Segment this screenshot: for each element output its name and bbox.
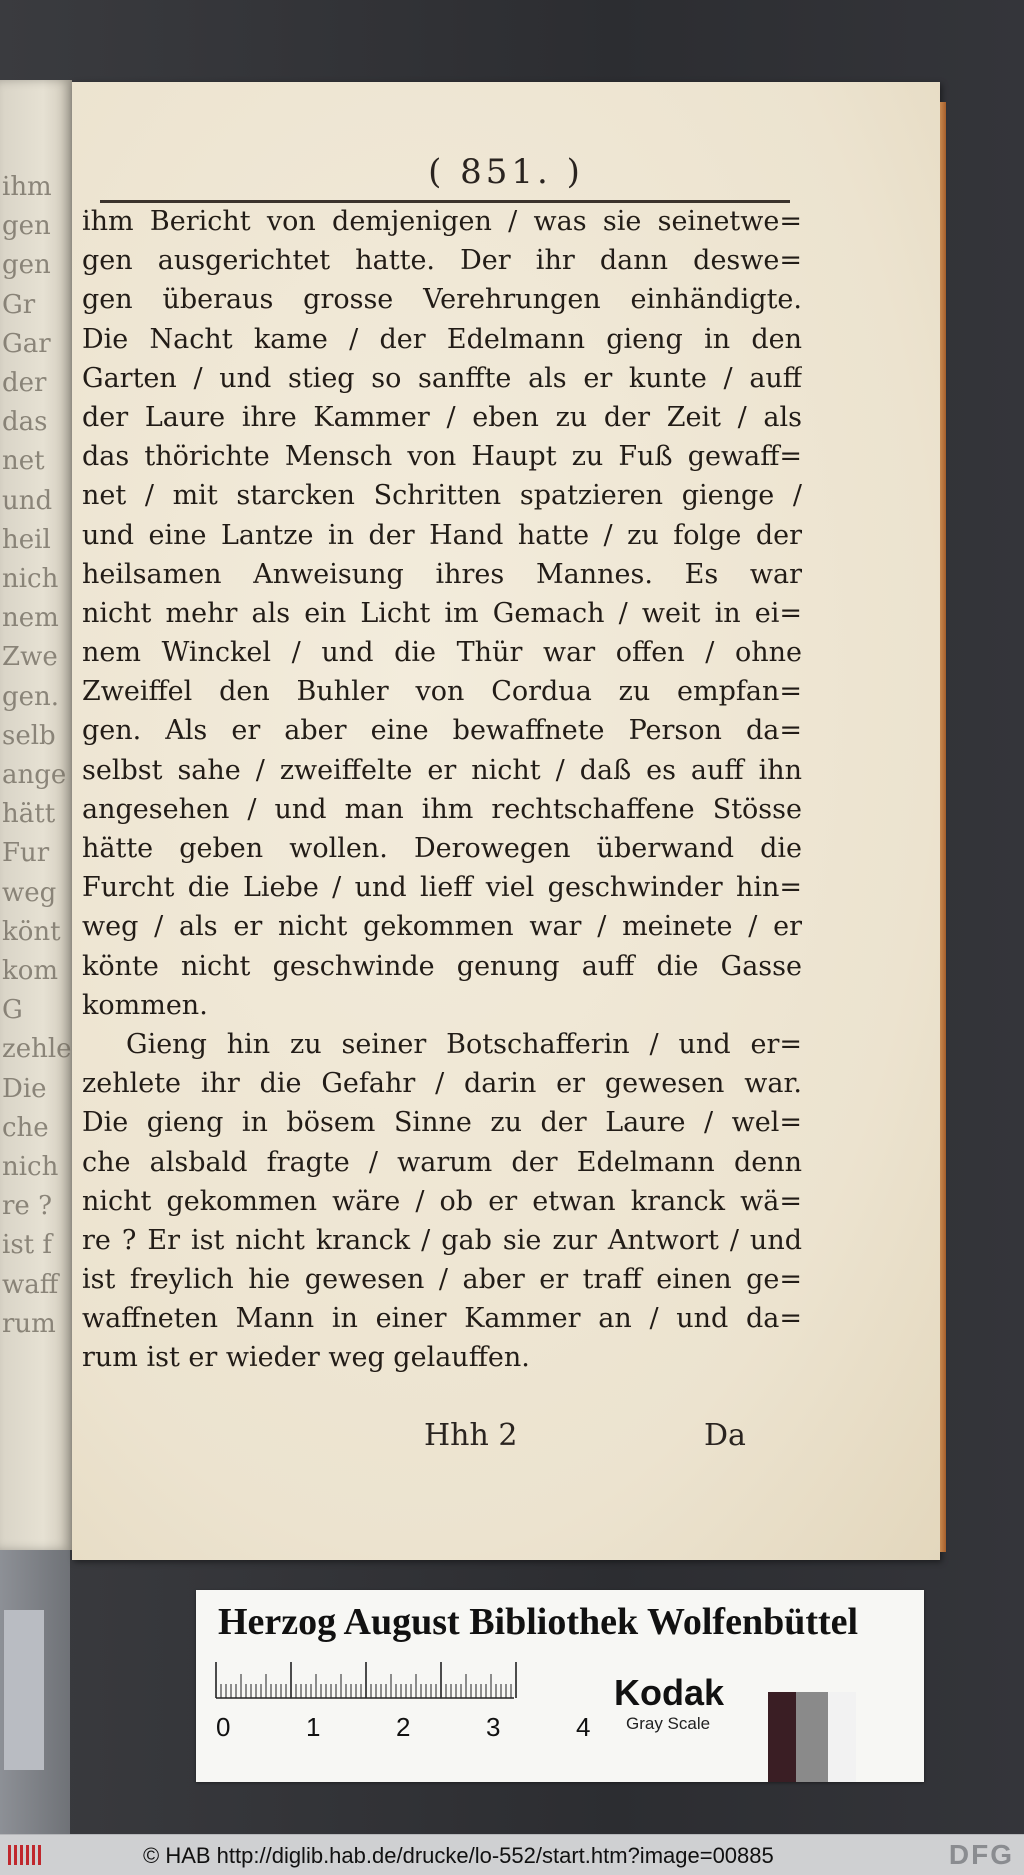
scanner-tab bbox=[4, 1610, 44, 1770]
text-line: gen. Als er aber eine bewaffnete Person da= bbox=[82, 715, 802, 747]
page-edge bbox=[940, 102, 946, 1552]
text-line: weg / als er nicht gekommen war / meinete / er bbox=[82, 911, 802, 943]
text-line: re ? Er ist nicht kranck / gab sie zur Antwort / und bbox=[82, 1224, 802, 1256]
prev-page-fragment: weg bbox=[2, 877, 57, 908]
text-line: zehlete ihr die Gefahr / darin er gewesen war. bbox=[82, 1068, 802, 1100]
text-line: Furcht die Liebe / und lieff viel geschwinder hin= bbox=[82, 872, 802, 904]
text-line: Zweiffel den Buhler von Cordua zu empfan= bbox=[82, 676, 802, 708]
prev-page-fragment: zehle bbox=[2, 1034, 72, 1065]
text-line: gen überaus grosse Verehrungen einhändigte. bbox=[82, 284, 802, 316]
previous-page-edge bbox=[0, 80, 72, 1550]
prev-page-fragment: heil bbox=[2, 524, 51, 555]
text-line: nicht mehr als ein Licht im Gemach / weit in ei= bbox=[82, 597, 802, 629]
prev-page-fragment: nich bbox=[2, 1152, 59, 1182]
text-line: ist freylich hie gewesen / aber er traff einen ge= bbox=[82, 1264, 802, 1296]
text-line: könte nicht geschwinde genung auff die Gasse bbox=[82, 950, 802, 982]
text-line: angesehen / und man ihm rechtschaffene Stösse bbox=[82, 793, 802, 825]
ruler-number: 3 bbox=[486, 1712, 501, 1742]
text-line: ihm Bericht von demjenigen / was sie seinetwe= bbox=[82, 206, 802, 237]
prev-page-fragment: gen bbox=[2, 250, 51, 281]
prev-page-fragment: könt bbox=[2, 916, 61, 947]
prev-page-fragment: gen bbox=[2, 211, 51, 242]
prev-page-fragment: Gar bbox=[2, 328, 51, 359]
text-line: der Laure ihre Kammer / eben zu der Zeit / als bbox=[82, 401, 802, 433]
ruler-number: 1 bbox=[306, 1712, 321, 1742]
prev-page-fragment: Gr bbox=[2, 289, 36, 320]
scanner-strip bbox=[0, 1550, 70, 1834]
text-line: Garten / und stieg so sanffte als er kunte / auff bbox=[82, 362, 802, 394]
ruler-number: 2 bbox=[396, 1712, 411, 1742]
text-line: das thörichte Mensch von Haupt zu Fuß gewaff= bbox=[82, 441, 802, 473]
prev-page-fragment: Fur bbox=[2, 838, 50, 869]
color-chart-card bbox=[196, 1590, 924, 1782]
prev-page-fragment: nem bbox=[2, 603, 59, 634]
prev-page-fragment: ange bbox=[2, 760, 67, 790]
prev-page-fragment: Zwe bbox=[2, 642, 58, 673]
text-line: selbst sahe / zweiffelte er nicht / daß es auff ihn bbox=[82, 754, 802, 786]
prev-page-fragment: net bbox=[2, 446, 45, 477]
prev-page-fragment: rum bbox=[2, 1308, 56, 1339]
text-line: Gieng hin zu seiner Botschafferin / und er= bbox=[126, 1028, 802, 1060]
prev-page-fragment: ist f bbox=[2, 1230, 52, 1261]
text-line: und eine Lantze in der Hand hatte / zu folge der bbox=[82, 519, 802, 551]
swatch-light bbox=[828, 1692, 856, 1782]
kodak-brand: Kodak bbox=[614, 1672, 725, 1713]
prev-page-fragment: Die bbox=[2, 1073, 47, 1104]
text-line: kommen. bbox=[82, 989, 208, 1021]
prev-page-fragment: nich bbox=[2, 564, 59, 594]
swatch-dark bbox=[768, 1692, 796, 1782]
text-line: nem Winckel / und die Thür war offen / ohne bbox=[82, 637, 802, 669]
prev-page-fragment: re ? bbox=[2, 1191, 53, 1222]
library-name: Herzog August Bibliothek Wolfenbüttel bbox=[218, 1601, 859, 1643]
page-body bbox=[82, 202, 802, 1378]
prev-page-fragment: das bbox=[2, 407, 48, 438]
scale-ruler bbox=[214, 1662, 594, 1772]
text-line: net / mit starcken Schritten spatzieren gienge / bbox=[82, 480, 802, 512]
text-line: rum ist er wieder weg gelauffen. bbox=[82, 1342, 530, 1374]
prev-page-fragment: hätt bbox=[2, 799, 56, 830]
ruler-number: 0 bbox=[216, 1712, 231, 1742]
prev-page-fragment: gen. bbox=[2, 681, 60, 712]
text-line: gen ausgerichtet hatte. Der ihr dann deswe= bbox=[82, 245, 802, 277]
prev-page-fragment: der bbox=[2, 368, 47, 398]
book-page bbox=[72, 82, 940, 1560]
catchword: Da bbox=[704, 1418, 746, 1453]
prev-page-fragment: selb bbox=[2, 720, 56, 751]
dfg-logo: DFG bbox=[948, 1839, 1014, 1870]
footer-bar bbox=[0, 1834, 1024, 1875]
prev-page-fragment: che bbox=[2, 1112, 49, 1143]
signature-mark: Hhh 2 bbox=[424, 1418, 518, 1453]
prev-page-fragment: und bbox=[2, 485, 53, 516]
prev-page-fragment: G bbox=[2, 995, 23, 1026]
prev-page-fragment: kom bbox=[2, 956, 59, 986]
text-line: che alsbald fragte / warum der Edelmann denn bbox=[82, 1146, 802, 1178]
hab-logo-icon bbox=[6, 1843, 46, 1867]
text-line: hätte geben wollen. Derowegen überwand die bbox=[82, 833, 802, 864]
text-line: Die Nacht kame / der Edelmann gieng in den bbox=[82, 323, 802, 355]
copyright-url: © HAB http://diglib.hab.de/drucke/lo-552/start.htm?image=00885 bbox=[143, 1843, 774, 1868]
swatch-mid bbox=[796, 1692, 828, 1782]
text-line: heilsamen Anweisung ihres Mannes. Es war bbox=[82, 558, 802, 590]
text-line: Die gieng in bösem Sinne zu der Laure / wel= bbox=[82, 1107, 802, 1139]
text-line: nicht gekommen wäre / ob er etwan kranck wä= bbox=[82, 1185, 802, 1217]
page-number: ( 851. ) bbox=[428, 152, 584, 192]
prev-page-fragment: waff bbox=[2, 1269, 59, 1300]
text-line: waffneten Mann in einer Kammer an / und da= bbox=[82, 1303, 802, 1335]
prev-page-fragment: ihm bbox=[2, 172, 52, 202]
gray-scale-label: Gray Scale bbox=[626, 1714, 711, 1733]
ruler-number: 4 bbox=[576, 1712, 591, 1742]
